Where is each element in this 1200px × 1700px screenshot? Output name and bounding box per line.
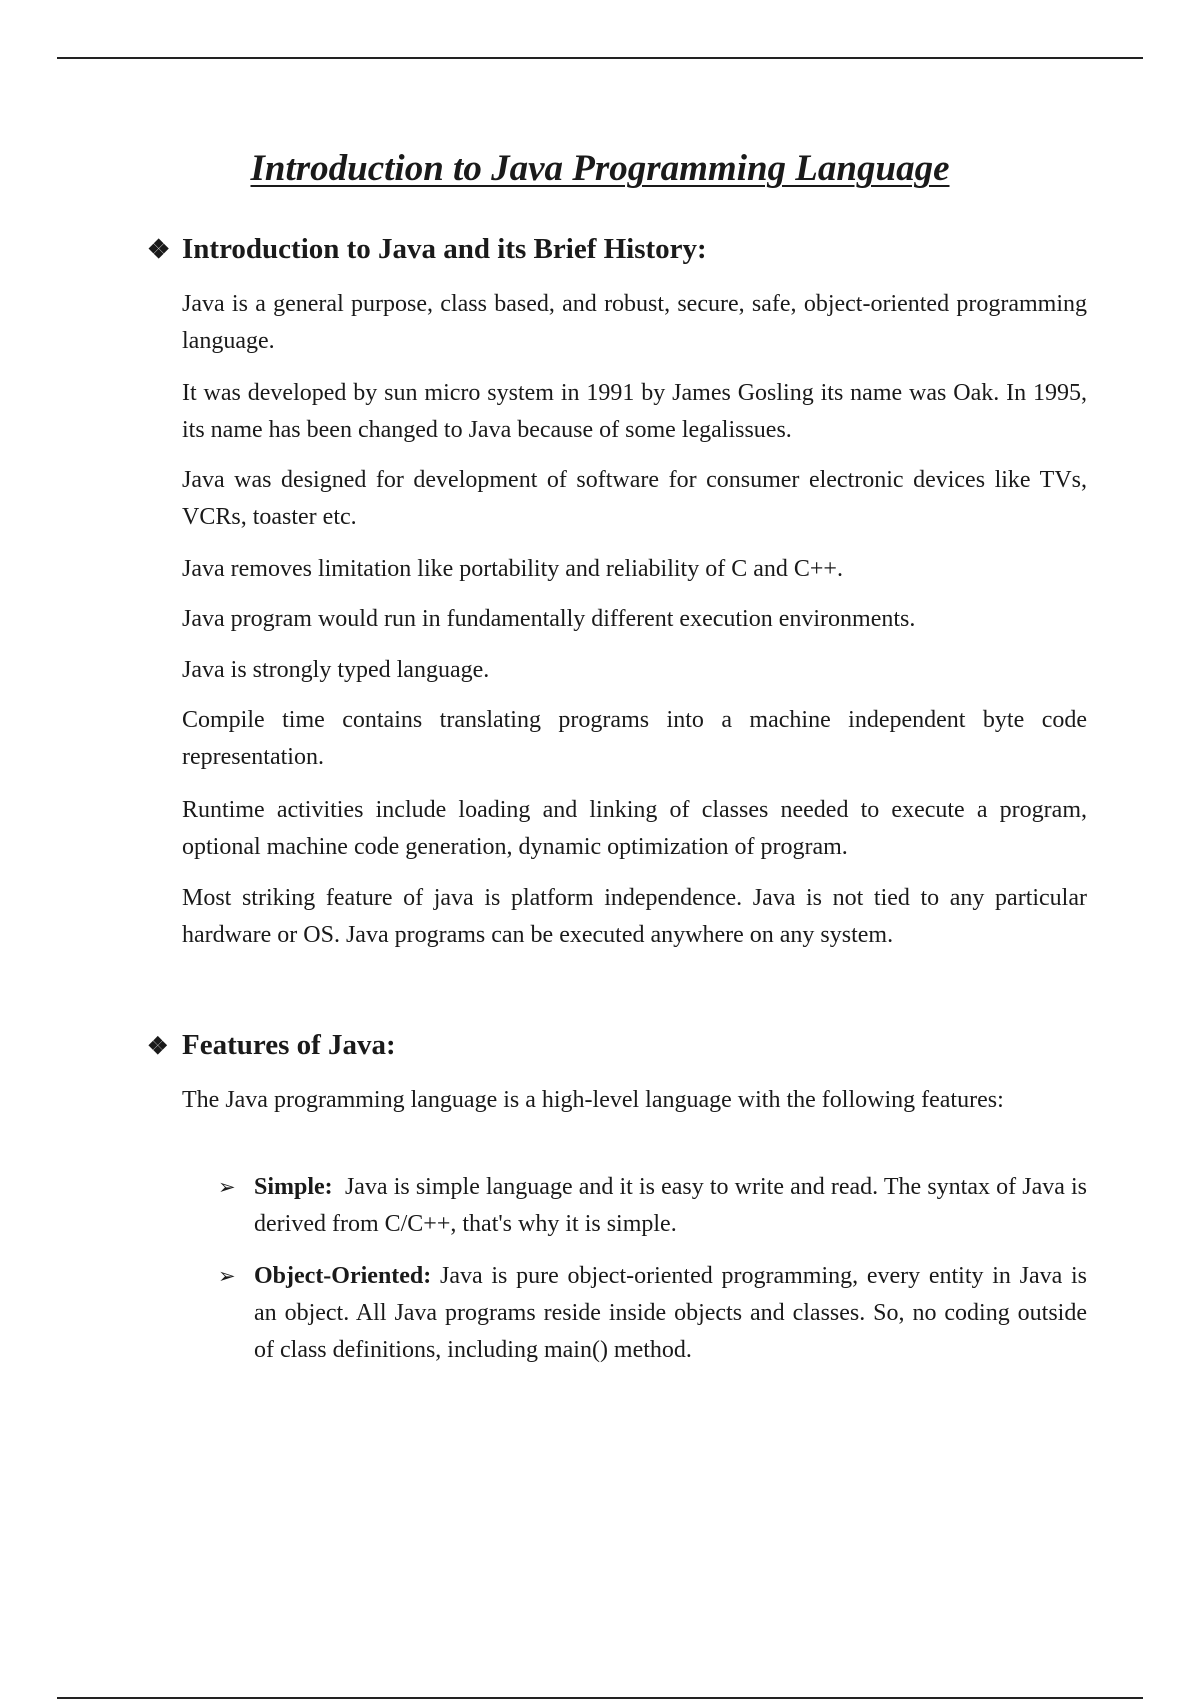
- diamond-bullet-icon: ❖: [147, 1034, 169, 1060]
- paragraph: The Java programming language is a high-level language with the following features:: [182, 1087, 1004, 1113]
- feature-name: Object-Oriented:: [254, 1263, 432, 1289]
- feature-text: [254, 1258, 1087, 1369]
- paragraph: Compile time contains translating programs into a machine independent byte code representation.: [182, 707, 1087, 770]
- section-heading-history: [147, 229, 707, 270]
- bottom-rule: [57, 1697, 1143, 1699]
- paragraph: Java removes limitation like portability and reliability of C and C++.: [182, 556, 843, 582]
- feature-description: Java is pure object-oriented programming, every entity in Java is an object. All Java programs reside inside objects and classes. So, no coding outside of class definitions, including main() method.: [254, 1263, 1088, 1363]
- paragraph: Java program would run in fundamentally different execution environments.: [182, 606, 916, 632]
- paragraph: Most striking feature of java is platform independence. Java is not tied to any particular hardware or OS. Java programs can be executed anywhere on any system.: [182, 885, 1087, 948]
- diamond-bullet-icon: ❖: [147, 235, 171, 264]
- feature-item-simple: [218, 1169, 1087, 1243]
- paragraph: It was developed by sun micro system in 1991 by James Gosling its name was Oak. In 1995, its name has been changed to Java because of some legalissues.: [182, 380, 1087, 443]
- page-title: Introduction to Java Programming Language: [250, 148, 950, 189]
- paragraph: Java is strongly typed language.: [182, 657, 490, 683]
- arrow-bullet-icon: ➢: [218, 1264, 236, 1288]
- feature-name: Simple:: [254, 1174, 333, 1200]
- section-heading-text: Features of Java:: [182, 1029, 396, 1061]
- paragraph: Runtime activities include loading and linking of classes needed to execute a program, optional machine code generation, dynamic optimization of program.: [182, 797, 1087, 860]
- feature-description: Java is simple language and it is easy to write and read. The syntax of Java is derived from C/C++, that's why it is simple.: [254, 1174, 1088, 1237]
- feature-item-object-oriented: [218, 1258, 1087, 1369]
- arrow-bullet-icon: ➢: [218, 1175, 236, 1199]
- feature-text: [254, 1169, 1087, 1243]
- paragraph: Java is a general purpose, class based, and robust, secure, safe, object-oriented programming language.: [182, 291, 1087, 354]
- section-heading-text: Introduction to Java and its Brief History:: [182, 233, 707, 265]
- paragraph: Java was designed for development of software for consumer electronic devices like TVs, VCRs, toaster etc.: [182, 467, 1087, 530]
- section-heading-features: [147, 1025, 396, 1067]
- top-rule: [57, 57, 1143, 59]
